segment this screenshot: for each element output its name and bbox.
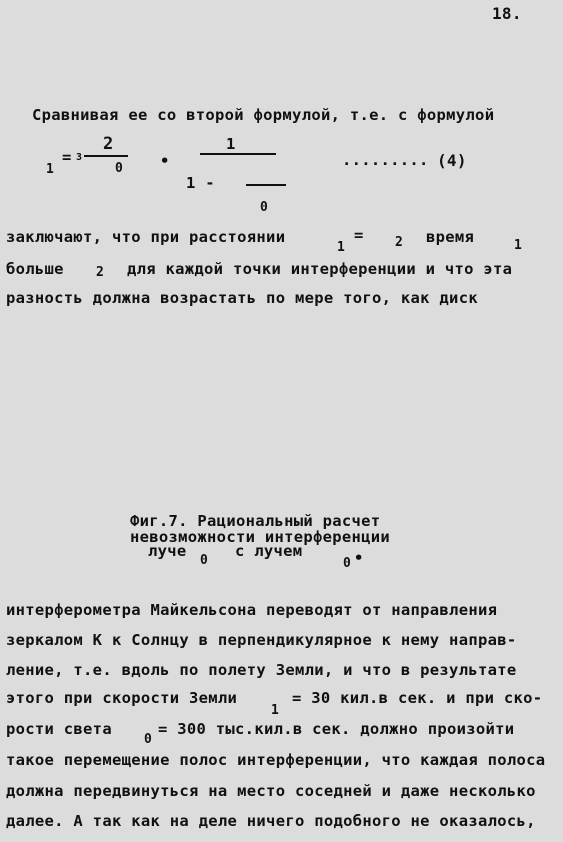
para2-line3: ление, т.е. вдоль по полету Земли, и что в результате — [6, 661, 517, 679]
frac1-numerator: 2 — [103, 134, 114, 154]
para1-line1: заключают, что при расстоянии — [6, 228, 286, 246]
figure-caption-subscript-1: 0 — [200, 553, 208, 568]
figure-caption-dot: • — [354, 549, 364, 567]
para2-line5-start: рости света — [6, 720, 112, 738]
para2-line4-subscript: 1 — [271, 703, 279, 718]
para1-line2-subscript: 2 — [96, 265, 104, 280]
para1-line3: разность должна возрастать по мере того, как диск — [6, 289, 478, 307]
formula-equals: = — [62, 148, 72, 166]
para2-line8: далее. А так как на деле ничего подобного не оказалось, — [6, 812, 536, 830]
frac1-denominator: 0 — [115, 161, 123, 176]
para2-line7: должна передвинуться на место соседней и даже несколько — [6, 782, 536, 800]
para2-line5-rest: = 300 тыс.кил.в сек. должно произойти — [158, 720, 515, 738]
para1-line2-start: больше — [6, 260, 64, 278]
formula-equals-subscript: 3 — [76, 152, 83, 163]
inner-one-minus: 1 - — [186, 174, 215, 192]
figure-caption-line1: Фиг.7. Рациональный расчет — [130, 512, 381, 530]
frac1-bar — [84, 155, 128, 157]
para2-line1: интерферометра Майкельсона переводят от направления — [6, 601, 498, 619]
formula-lhs-subscript: 1 — [46, 162, 54, 177]
para1-line2-rest: для каждой точки интерференции и что эта — [127, 260, 513, 278]
figure-caption-line3b: с лучем — [235, 542, 303, 560]
para2-line6: такое перемещение полос интерференции, что каждая полоса — [6, 751, 546, 769]
inner-denominator: 0 — [260, 200, 268, 215]
frac2-numerator: 1 — [226, 135, 236, 153]
formula-leader-dots: ......... — [342, 151, 429, 169]
inner-frac-bar — [246, 184, 286, 186]
formula-dot: • — [160, 152, 170, 170]
para1-line1-two: 2 — [395, 235, 403, 250]
para2-line5-subscript: 0 — [144, 732, 152, 747]
para2-line4-rest: = 30 кил.в сек. и при ско- — [292, 689, 543, 707]
para1-line1-subscript-1: 1 — [337, 240, 345, 255]
formula-number: (4) — [437, 151, 467, 170]
page-number: 18. — [492, 4, 522, 23]
frac2-bar — [200, 153, 276, 155]
intro-line: Сравнивая ее со второй формулой, т.е. с формулой — [32, 106, 495, 124]
para2-line4-start: этого при скорости Земли — [6, 689, 238, 707]
figure-caption-subscript-2: 0 — [343, 556, 351, 571]
para1-line1-equals: = — [354, 226, 364, 244]
figure-caption-line2: невозможности интерференции — [130, 528, 391, 546]
para2-line2: зеркалом К к Солнцу в перпендикулярное к нему направ- — [6, 631, 517, 649]
para1-line1-word: время — [426, 228, 475, 246]
para1-line1-subscript-2: 1 — [514, 238, 522, 253]
figure-caption-line3a: луче — [148, 542, 187, 560]
